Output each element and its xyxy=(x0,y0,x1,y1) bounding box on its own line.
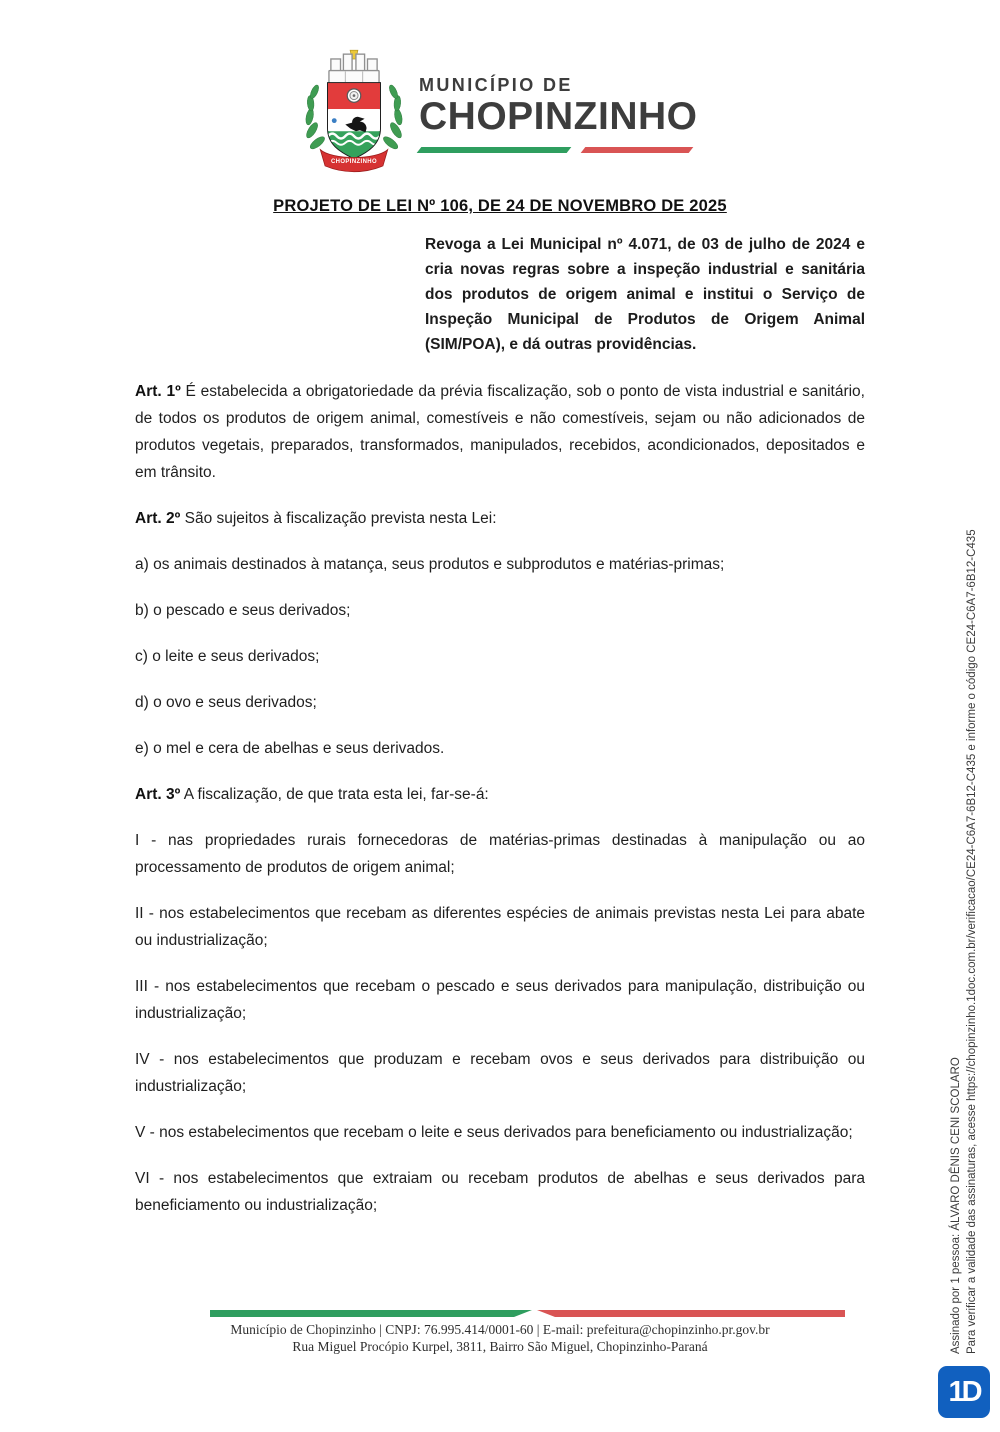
article-3-text: A fiscalização, de que trata esta lei, far-se-á: xyxy=(183,786,489,803)
municipality-logotype xyxy=(419,75,699,153)
onedoc-logo xyxy=(938,1366,990,1418)
footer-address-line: Rua Miguel Procópio Kurpel, 3811, Bairro São Miguel, Chopinzinho-Paraná xyxy=(292,1338,708,1354)
signature-signers-line: Assinado por 1 pessoa: ÁLVARO DÊNIS CENI SCOLARO xyxy=(950,1057,962,1354)
item-i: I - nas propriedades rurais fornecedoras de matérias-primas destinadas à manipulação ou ao processamento de produtos de origem animal; xyxy=(135,832,865,876)
coat-of-arms-icon xyxy=(301,45,407,177)
clause-e: e) o mel e cera de abelhas e seus derivados. xyxy=(135,740,445,757)
article-1-text: É estabelecida a obrigatoriedade da prévia fiscalização, sob o ponto de vista industrial e sanitário, de todos os produtos de origem animal, comestíveis e não comestíveis, sejam ou não adicionados de produtos vegetais, preparados, transformados, manipulados, recebidos, acondicionados, depositados e em trânsito. xyxy=(135,383,865,481)
signature-strip xyxy=(948,374,980,1354)
crest-ribbon-label: CHOPINZINHO xyxy=(330,159,378,166)
crest-crown xyxy=(329,50,379,83)
footer-green-bar xyxy=(210,1310,532,1317)
item-v: V - nos estabelecimentos que recebam o leite e seus derivados para beneficiamento ou industrialização; xyxy=(135,1124,853,1141)
article-1 xyxy=(135,378,865,486)
item-vi: VI - nos estabelecimentos que extraiam ou recebam produtos de abelhas e seus derivados para beneficiamento ou industrialização; xyxy=(135,1170,865,1214)
logo-green-bar xyxy=(417,147,572,153)
law-title: PROJETO DE LEI Nº 106, DE 24 DE NOVEMBRO DE 2025 xyxy=(273,197,727,215)
clause-b: b) o pescado e seus derivados; xyxy=(135,602,351,619)
footer-red-bar xyxy=(537,1310,845,1317)
article-2-label: Art. 2º xyxy=(135,510,181,527)
onedoc-logo-glyph: 1D xyxy=(948,1375,980,1408)
footer-contact-line: Município de Chopinzinho | CNPJ: 76.995.414/0001-60 | E-mail: prefeitura@chopinzinho.pr.gov.br xyxy=(230,1322,770,1337)
footer-divider xyxy=(210,1310,845,1317)
article-2-text: São sujeitos à fiscalização prevista nesta Lei: xyxy=(184,510,497,527)
item-iii: III - nos estabelecimentos que recebam o pescado e seus derivados para manipulação, distribuição ou industrialização; xyxy=(135,978,865,1022)
crest-blue-dot xyxy=(332,118,337,123)
article-2 xyxy=(135,505,865,532)
clause-c: c) o leite e seus derivados; xyxy=(135,648,320,665)
page-footer xyxy=(0,1322,1000,1355)
clause-d: d) o ovo e seus derivados; xyxy=(135,694,317,711)
logo-red-bar xyxy=(581,147,694,153)
ementa: Revoga a Lei Municipal nº 4.071, de 03 de julho de 2024 e cria novas regras sobre a inspeção industrial e sanitária dos produtos de origem animal e institui o Serviço de Inspeção Municipal de Produtos de Origem Animal (SIM/POA), e dá outras providências. xyxy=(425,236,865,353)
article-3 xyxy=(135,781,865,808)
clause-a: a) os animais destinados à matança, seus produtos e subprodutos e matérias-primas; xyxy=(135,556,725,573)
logo-underline xyxy=(419,147,699,153)
law-body xyxy=(135,197,865,1219)
article-3-label: Art. 3º xyxy=(135,786,181,803)
signature-verification-line: Para verificar a validade das assinaturas, acesse https://chopinzinho.1doc.com.br/verificacao/CE24-C6A7-6B12-C435 e informe o código CE24-C6A7-6B12-C435 xyxy=(966,529,978,1354)
logo-title: CHOPINZINHO xyxy=(419,95,698,138)
municipality-header xyxy=(0,45,1000,177)
article-1-label: Art. 1º xyxy=(135,383,181,400)
logo-subtitle: MUNICÍPIO DE xyxy=(419,75,573,95)
item-ii: II - nos estabelecimentos que recebam as diferentes espécies de animais previstas nesta Lei para abate ou industrialização; xyxy=(135,905,865,949)
item-iv: IV - nos estabelecimentos que produzam e recebam ovos e seus derivados para distribuição ou industrialização; xyxy=(135,1051,865,1095)
crest-shield xyxy=(328,83,380,160)
